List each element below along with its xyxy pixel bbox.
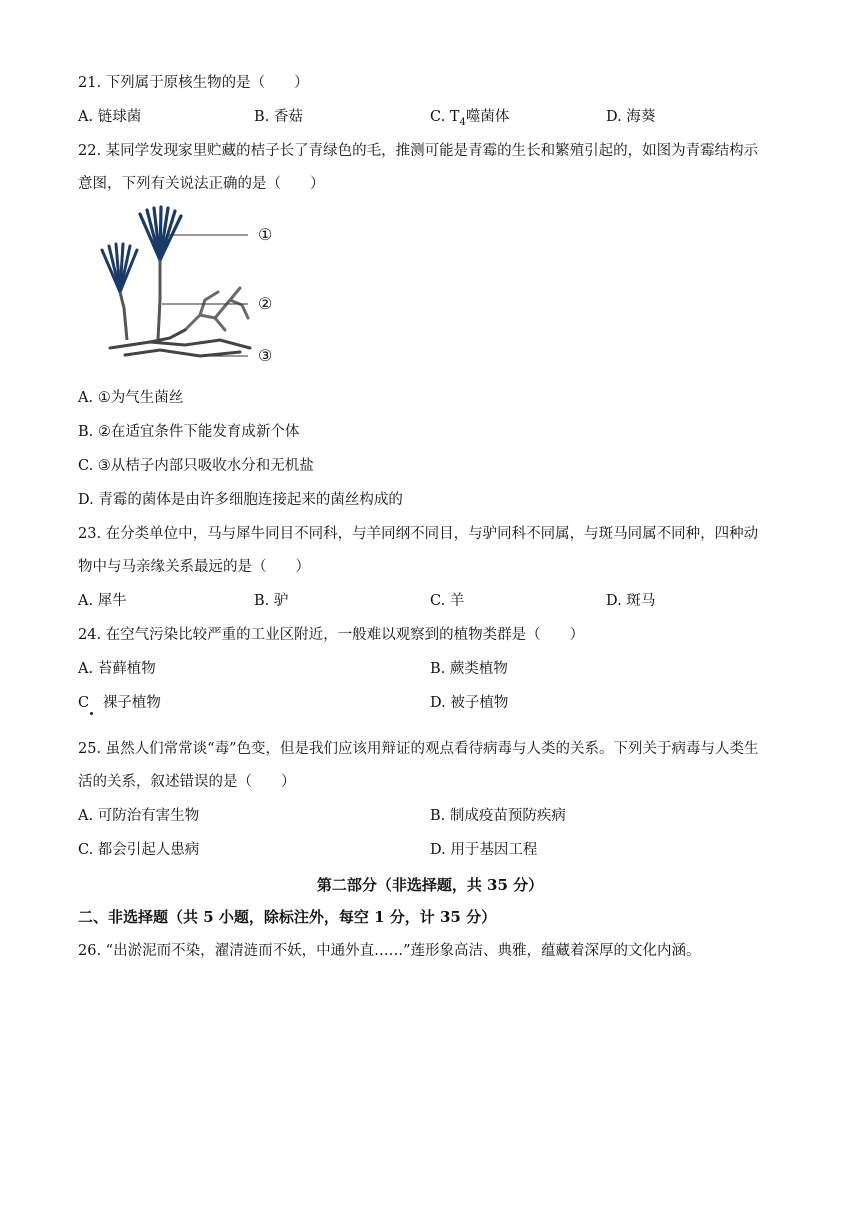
q23-option-b: B. 驴 — [254, 593, 289, 609]
figure-label-2: ② — [258, 294, 273, 313]
q21-option-b: B. 香菇 — [254, 109, 303, 125]
substrate-hyphae — [110, 330, 250, 356]
q22-stem-line2: 意图，下列有关说法正确的是（ ） — [78, 176, 325, 192]
q25-option-a: A. 可防治有害生物 — [78, 808, 200, 824]
q21-option-c-pre: C. T — [430, 109, 460, 125]
q23-option-a: A. 犀牛 — [78, 593, 127, 609]
q21-option-c-post: 噬菌体 — [465, 109, 510, 125]
q25-option-c: C. 都会引起人患病 — [78, 842, 200, 858]
q21-option-c-sub: 4 — [459, 116, 466, 128]
q23-option-c: C. 羊 — [430, 593, 465, 609]
figure-label-3: ③ — [258, 346, 273, 365]
branching-hyphae — [185, 288, 248, 330]
q24-option-c: C 裸子植物 — [78, 695, 161, 711]
q22-option-c: C. ③从桔子内部只吸收水分和无机盐 — [78, 458, 314, 474]
q22-stem-line1: 22. 某同学发现家里贮藏的桔子长了青绿色的毛，推测可能是青霉的生长和繁殖引起的，如图为青霉结构示 — [78, 143, 759, 159]
q23-stem-line1: 23. 在分类单位中，马与犀牛同目不同科，与羊同纲不同目，与驴同科不同属，与斑马同属不同种，四种动 — [78, 526, 759, 542]
q24-option-b: B. 蕨类植物 — [430, 661, 508, 677]
q21-stem: 21. 下列属于原核生物的是（ ） — [78, 75, 309, 91]
q21-option-a: A. 链球菌 — [78, 109, 142, 125]
part2-title: 第二部分（非选择题，共 35 分） — [316, 876, 544, 894]
right-conidiophore — [140, 207, 181, 260]
q25-option-b: B. 制成疫苗预防疾病 — [430, 808, 566, 824]
figure-label-1: ① — [258, 225, 273, 244]
q22-option-a: A. ①为气生菌丝 — [78, 390, 184, 406]
stray-dot — [90, 712, 93, 715]
section2-title: 二、非选择题（共 5 小题，除标注外，每空 1 分，计 35 分） — [78, 908, 497, 926]
q22-option-b: B. ②在适宜条件下能发育成新个体 — [78, 424, 300, 440]
q25-stem-line1: 25. 虽然人们常常谈“毒”色变，但是我们应该用辩证的观点看待病毒与人类的关系。下列关于病毒与人类生 — [78, 741, 759, 757]
q25-option-d: D. 用于基因工程 — [430, 842, 538, 858]
q21-option-c — [430, 107, 509, 133]
left-conidiophore — [102, 244, 137, 292]
q22-option-d: D. 青霉的菌体是由许多细胞连接起来的菌丝构成的 — [78, 492, 403, 508]
q24-stem: 24. 在空气污染比较严重的工业区附近，一般难以观察到的植物类群是（ ） — [78, 627, 585, 643]
q24-option-d: D. 被子植物 — [430, 695, 509, 711]
q25-stem-line2: 活的关系，叙述错误的是（ ） — [78, 774, 296, 790]
q21-option-d: D. 海葵 — [606, 109, 656, 125]
q23-option-d: D. 斑马 — [606, 593, 656, 609]
q26-stem: 26. “出淤泥而不染，濯清涟而不妖，中通外直……”莲形象高洁、典雅，蕴藏着深厚的文化内涵。 — [78, 943, 701, 959]
q24-option-a: A. 苔藓植物 — [78, 661, 156, 677]
q23-stem-line2: 物中与马亲缘关系最远的是（ ） — [78, 559, 310, 575]
stalks — [120, 260, 160, 340]
